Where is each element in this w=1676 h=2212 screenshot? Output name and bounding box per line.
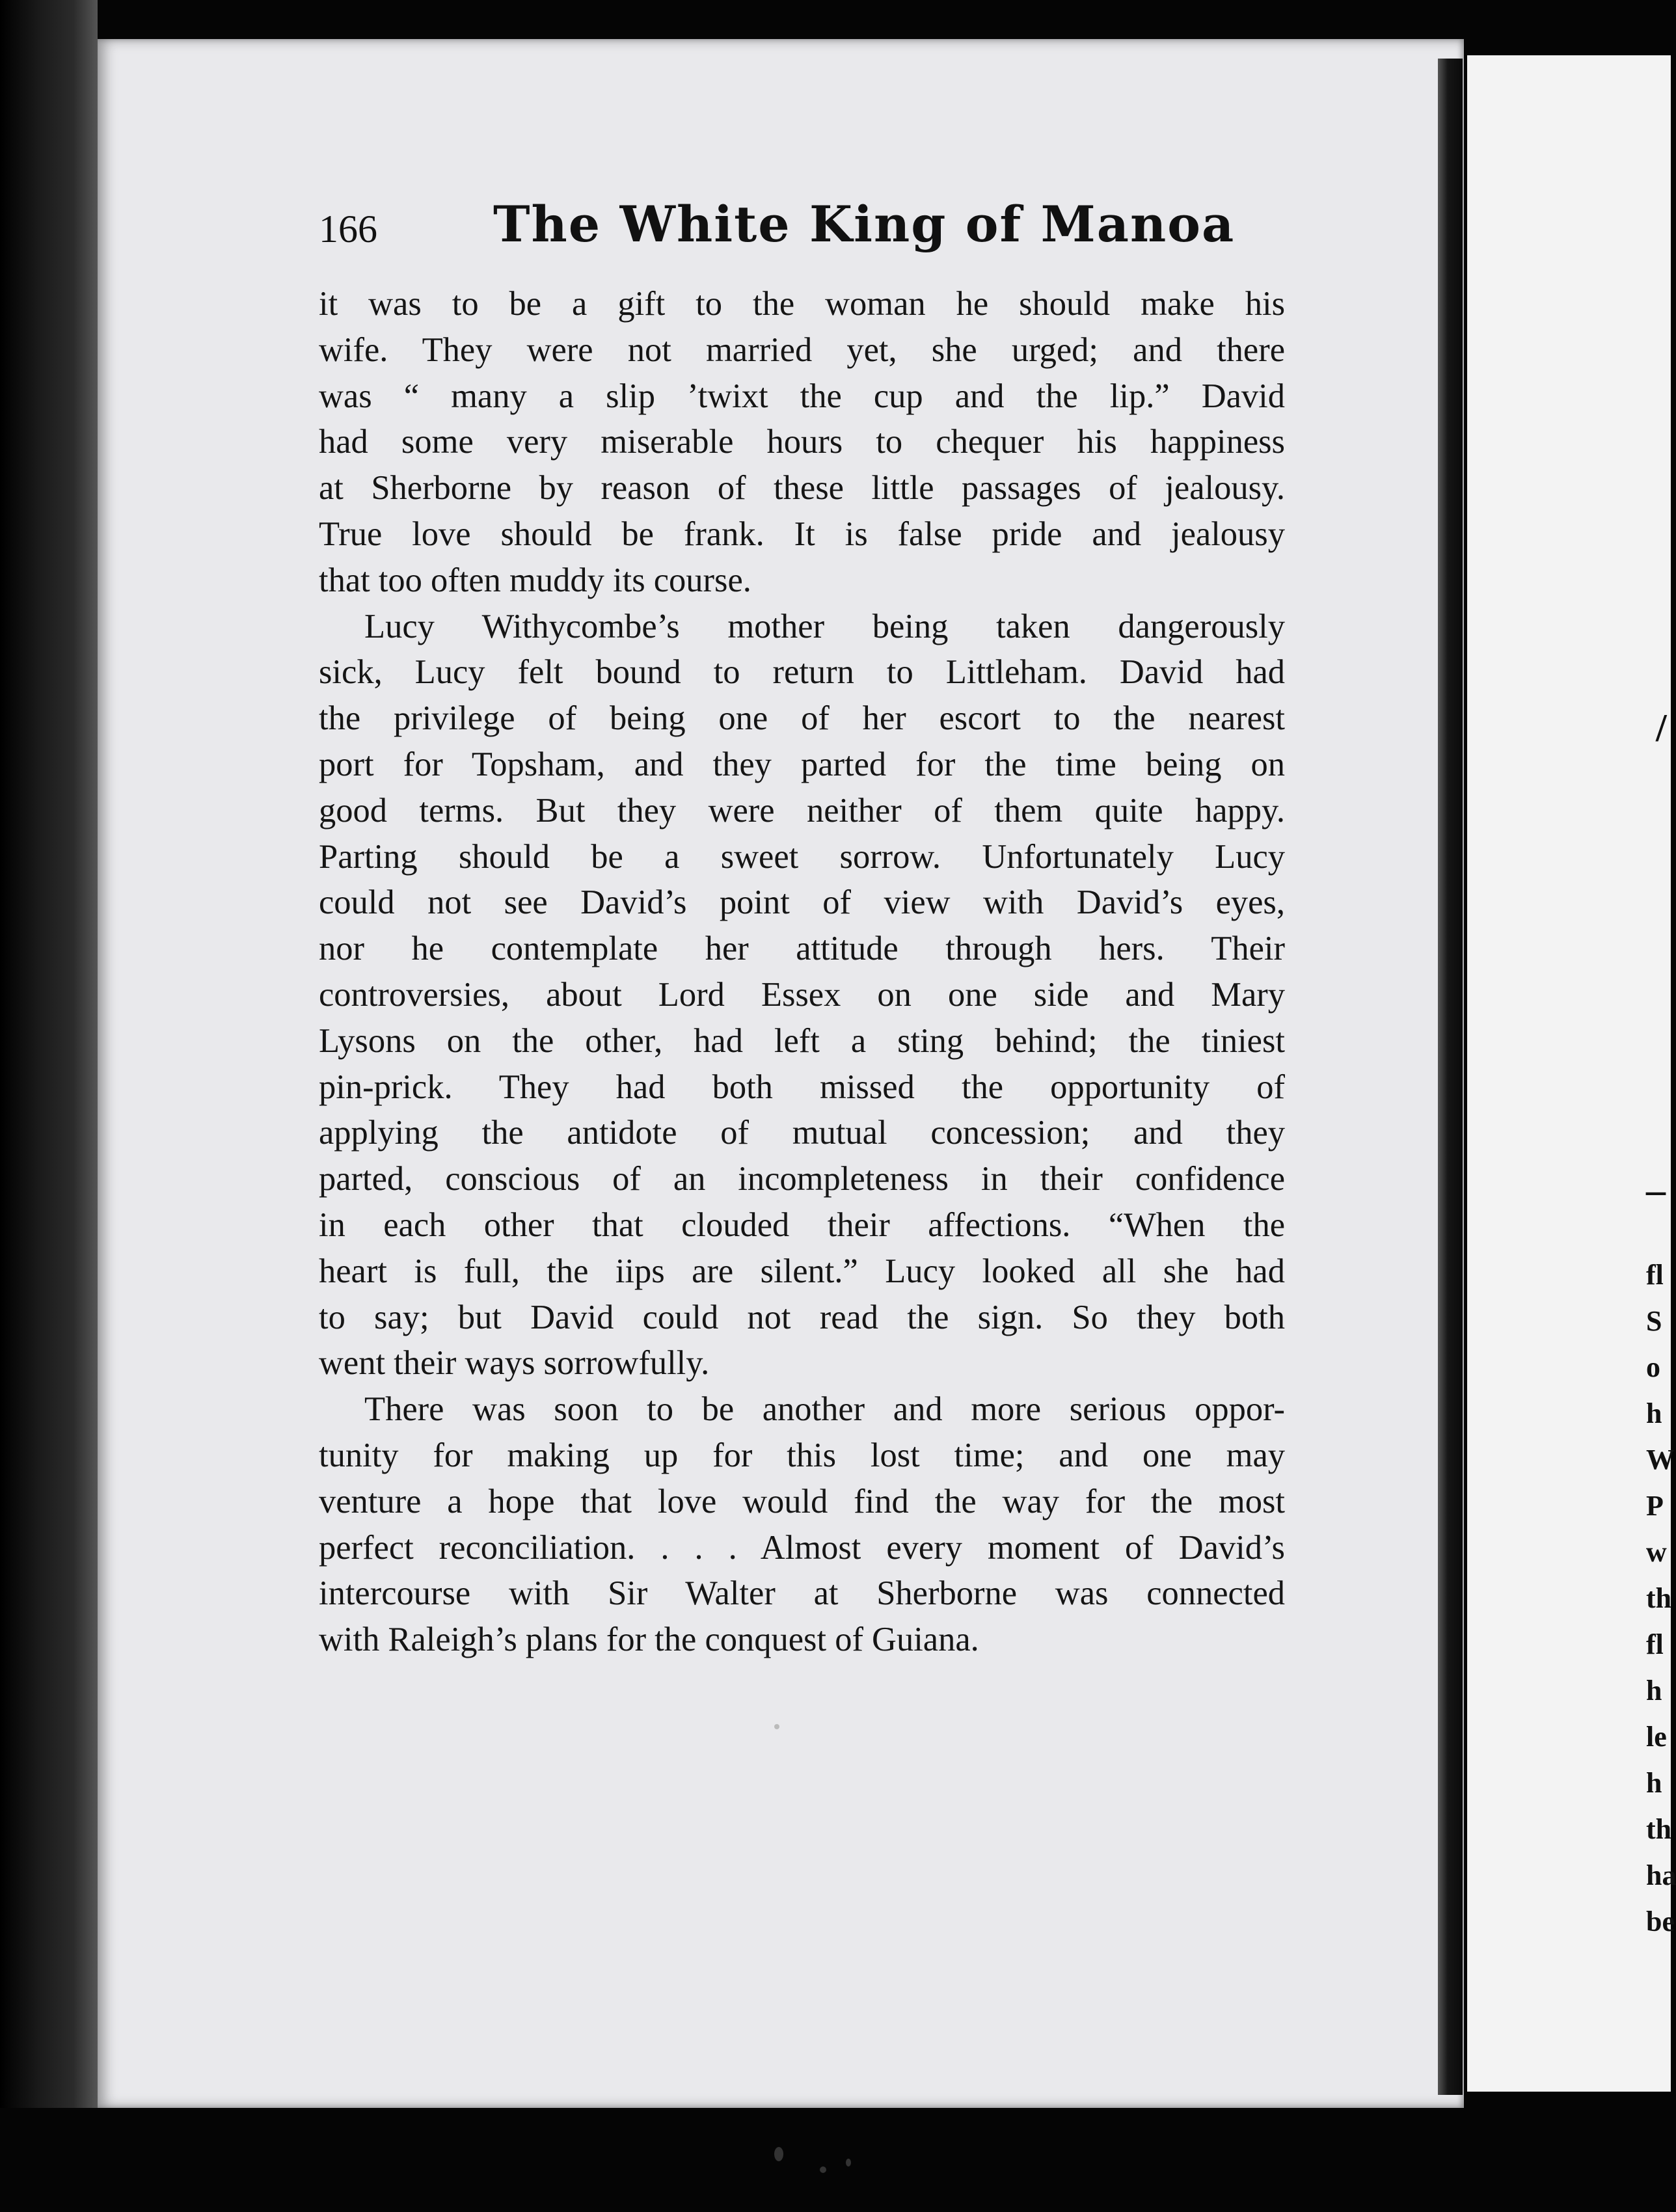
text-line: was “ many a slip ’twixt the cup and the lip.” David bbox=[319, 377, 1285, 415]
text-line: could not see David’s point of view with David’s eyes, bbox=[319, 883, 1285, 922]
facing-page-mark: ‒ bbox=[1646, 1168, 1666, 1211]
speck bbox=[820, 2166, 826, 2173]
text-line: it was to be a gift to the woman he should make his bbox=[319, 285, 1285, 323]
text-line: that too often muddy its course. bbox=[319, 561, 751, 599]
text-line: had some very miserable hours to chequer his happiness bbox=[319, 423, 1285, 461]
page-header bbox=[319, 195, 1282, 267]
text-line: heart is full, the iips are silent.” Lucy looked all she had bbox=[319, 1252, 1285, 1290]
facing-page-fragment: S bbox=[1646, 1305, 1662, 1337]
facing-page-mark: / bbox=[1656, 707, 1667, 749]
text-line: True love should be frank. It is false pride and jealousy bbox=[319, 515, 1285, 553]
text-line: Lucy Withycombe’s mother being taken dangerously bbox=[364, 607, 1285, 645]
book-gutter bbox=[1438, 59, 1463, 2095]
paragraph bbox=[319, 604, 1285, 1387]
text-line: the privilege of being one of her escort to the nearest bbox=[319, 699, 1285, 738]
facing-page-edge bbox=[1467, 55, 1676, 2092]
speck bbox=[774, 1724, 779, 1729]
text-line: at Sherborne by reason of these little passages of jealousy. bbox=[319, 469, 1285, 507]
facing-page-fragment: P bbox=[1646, 1490, 1664, 1522]
facing-page-fragment: le bbox=[1646, 1721, 1667, 1753]
text-line: in each other that clouded their affections. “When the bbox=[319, 1206, 1285, 1244]
bottom-margin bbox=[0, 2108, 1671, 2212]
facing-page-fragment: th bbox=[1646, 1813, 1672, 1845]
text-line: with Raleigh’s plans for the conquest of Guiana. bbox=[319, 1621, 979, 1659]
facing-page-fragment: fl bbox=[1646, 1259, 1664, 1291]
facing-page-fragment: th bbox=[1646, 1582, 1672, 1614]
text-line: good terms. But they were neither of them quite happy. bbox=[319, 791, 1285, 830]
text-line: perfect reconciliation. . . . Almost every moment of David’s bbox=[319, 1528, 1285, 1567]
facing-page-fragment: W bbox=[1646, 1444, 1675, 1476]
facing-page-fragment: be bbox=[1646, 1906, 1675, 1937]
facing-page-fragment: o bbox=[1646, 1351, 1660, 1383]
left-binding-edge bbox=[0, 0, 98, 2212]
text-line: sick, Lucy felt bound to return to Littleham. David had bbox=[319, 653, 1285, 692]
speck bbox=[846, 2159, 851, 2166]
facing-page-fragment: h bbox=[1646, 1675, 1662, 1706]
body-text bbox=[319, 281, 1285, 1663]
text-line: intercourse with Sir Walter at Sherborne was connected bbox=[319, 1574, 1285, 1613]
text-line: port for Topsham, and they parted for the time being on bbox=[319, 745, 1285, 783]
text-line: to say; but David could not read the sign. So they both bbox=[319, 1298, 1285, 1336]
text-line: pin-prick. They had both missed the opportunity of bbox=[319, 1068, 1285, 1106]
text-line: nor he contemplate her attitude through hers. Their bbox=[319, 930, 1285, 968]
text-line: controversies, about Lord Essex on one side and Mary bbox=[319, 975, 1285, 1014]
text-line: applying the antidote of mutual concession; and they bbox=[319, 1114, 1285, 1152]
facing-page-fragment: w bbox=[1646, 1536, 1667, 1568]
text-line: wife. They were not married yet, she urged; and there bbox=[319, 330, 1285, 369]
paragraph bbox=[319, 1386, 1285, 1663]
speck bbox=[774, 2147, 783, 2161]
page-number: 166 bbox=[319, 208, 377, 250]
text-line: Parting should be a sweet sorrow. Unfortunately Lucy bbox=[319, 837, 1285, 876]
facing-page-fragment: h bbox=[1646, 1767, 1662, 1799]
facing-page-fragment: h bbox=[1646, 1397, 1662, 1429]
text-line: There was soon to be another and more serious oppor- bbox=[364, 1390, 1285, 1429]
facing-page-fragment: ha bbox=[1646, 1859, 1676, 1891]
text-line: venture a hope that love would find the way for the most bbox=[319, 1482, 1285, 1520]
text-line: parted, conscious of an incompleteness in their confidence bbox=[319, 1160, 1285, 1198]
text-line: Lysons on the other, had left a sting behind; the tiniest bbox=[319, 1021, 1285, 1060]
paragraph bbox=[319, 281, 1285, 604]
facing-page-fragment: fl bbox=[1646, 1628, 1664, 1660]
text-line: went their ways sorrowfully. bbox=[319, 1344, 710, 1382]
text-line: tunity for making up for this lost time; and one may bbox=[319, 1436, 1285, 1474]
running-title: The White King of Manoa bbox=[493, 195, 1236, 253]
